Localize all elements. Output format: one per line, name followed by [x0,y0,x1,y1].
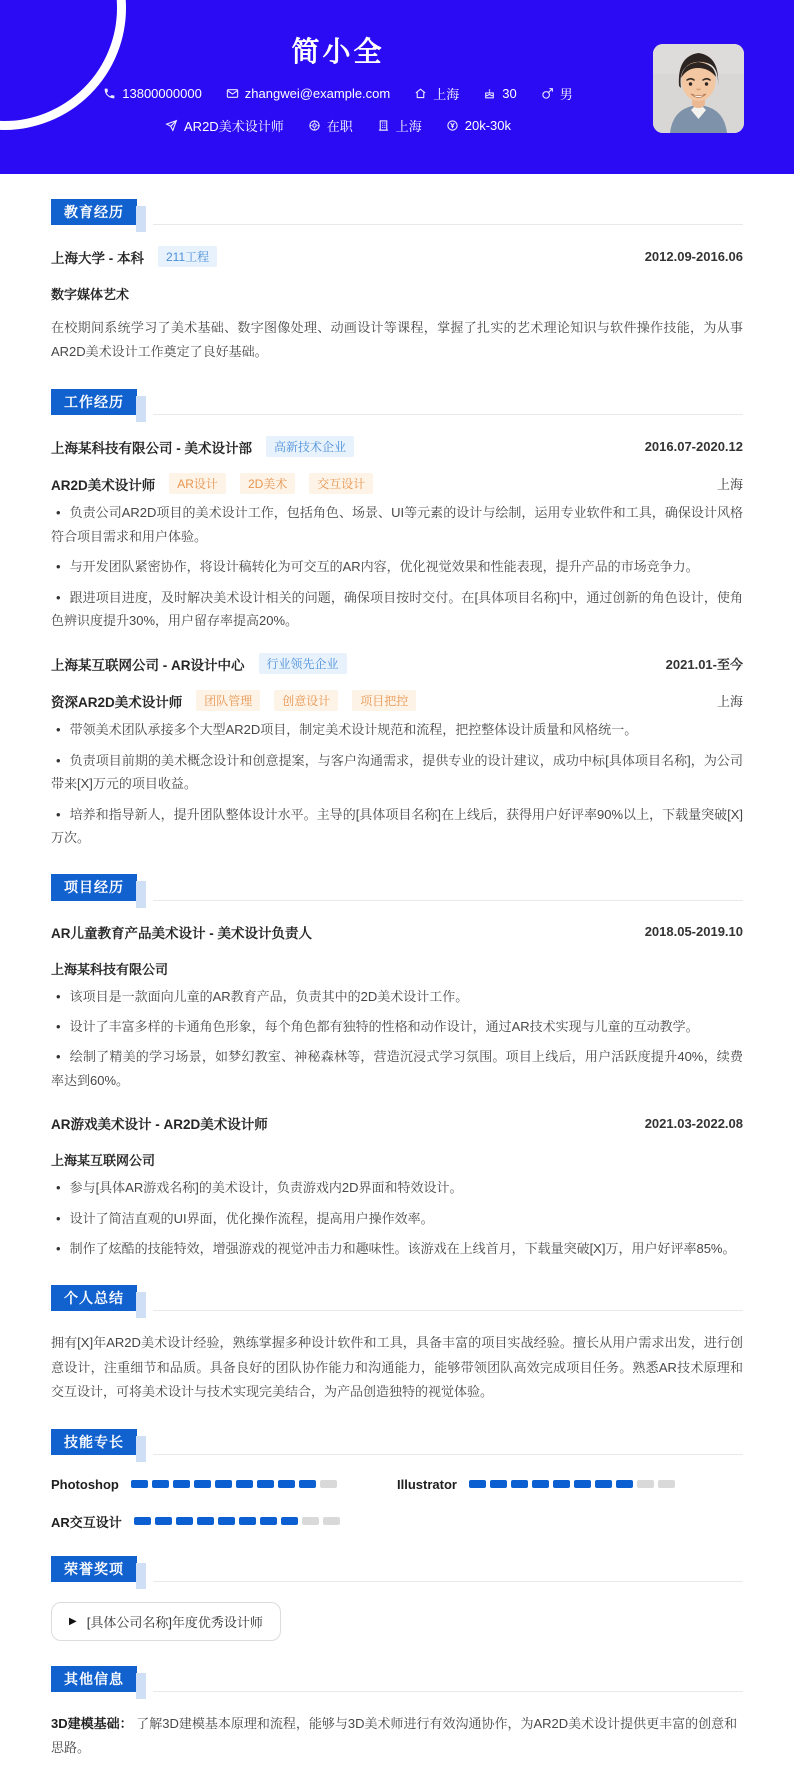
bullet-dot: • [56,988,61,1004]
project-entry [51,922,743,1093]
skill-name: Illustrator [397,1476,457,1492]
section-divider [153,900,743,901]
work-bullets [51,501,743,632]
bullet-dot: • [56,1240,61,1256]
contact-position: AR2D美术设计师 [165,116,284,135]
section-divider [153,1691,743,1692]
project-company: 上海某科技有限公司 [51,961,169,977]
section-header-work [51,389,743,415]
bullet-dot: • [56,1049,61,1065]
section-badge-skills: 技能专长 [51,1429,137,1455]
work-entry [51,436,743,632]
section-divider [153,1581,743,1582]
other-info-label: 3D建模基础： [51,1716,133,1732]
job-skill-tag: 交互设计 [309,473,373,494]
skill-segment [239,1517,256,1525]
salary-icon [446,119,459,132]
contact-age: 30 [483,86,516,101]
bullet-dot: • [56,1018,61,1034]
work-company-row [51,653,743,674]
contact-city: 上海 [377,116,422,135]
project-title-row [51,922,743,942]
section-header-skills [51,1429,743,1455]
honor-item[interactable] [51,1602,281,1641]
work-date: 2016.07-2020.12 [644,439,743,455]
project-entry [51,1113,743,1260]
work-bullets [51,718,743,849]
skill-segment [553,1480,570,1488]
skill-item [51,1477,397,1492]
location-icon [414,87,427,100]
skill-bar [131,1480,337,1488]
section-badge-other: 其他信息 [51,1666,137,1692]
project-title-row [51,1113,743,1133]
bullet-dot: • [56,589,61,605]
section-header-summary [51,1285,743,1311]
bullet-item: • 负责项目前期的美术概念设计和创意提案，与客户沟通需求，提供专业的设计建议，成功中标[具体项目名称]，为公司带来[X]万元的项目收益。 [51,752,743,792]
bullet-item: • 带领美术团队承接多个大型AR2D项目，制定美术设计规范和流程，把控整体设计质量和风格统一。 [56,722,638,738]
job-title: 资深AR2D美术设计师 [51,694,183,710]
bullet-item: • 制作了炫酷的技能特效，增强游戏的视觉冲击力和趣味性。该游戏在上线首月，下载量突破[X]万，用户好评率85%。 [56,1240,736,1256]
company-name: 上海某科技有限公司 - 美术设计部 [51,440,252,456]
contact-phone: 13800000000 [103,86,202,101]
skill-name: Photoshop [51,1476,119,1492]
skill-segment [278,1480,295,1488]
resume-body [0,199,794,1785]
skill-segment [218,1517,235,1525]
section-skills [51,1429,743,1531]
section-summary [51,1285,743,1403]
contact-email: zhangwei@example.com [226,86,390,101]
skill-segment [131,1480,148,1488]
skill-name: AR交互设计 [51,1514,122,1530]
job-skill-tag: AR设计 [169,473,226,494]
bullet-dot: • [56,1210,61,1226]
work-title-row [51,473,743,494]
section-divider [153,414,743,415]
skill-segment [281,1517,298,1525]
email-icon [226,87,239,100]
skill-segment [176,1517,193,1525]
honor-text: [具体公司名称]年度优秀设计师 [86,1615,263,1630]
job-status-icon [308,119,321,132]
section-header-projects [51,874,743,900]
skill-segment [197,1517,214,1525]
bullet-dot: • [56,1180,61,1196]
bullet-item: • 负责公司AR2D项目的美术设计工作，包括角色、场景、UI等元素的设计与绘制，运用专业软件和工具，确保设计风格符合项目需求和用户体验。 [51,505,743,544]
section-divider [153,1454,743,1455]
project-bullets [51,985,743,1093]
bullet-item: • 绘制了精美的学习场景，如梦幻教室、神秘森林等，营造沉浸式学习氛围。项目上线后，用户活跃度提升40%，续费率达到60%。 [51,1049,743,1088]
section-other [51,1666,743,1759]
section-badge-work: 工作经历 [51,389,137,415]
skill-segment [616,1480,633,1488]
work-location: 上海 [716,477,743,493]
contact-location: 上海 [414,84,459,103]
bullet-dot: • [56,559,61,575]
bullet-item: • 培养和指导新人，提升团队整体设计水平。主导的[具体项目名称]在上线后，获得用户好评率90%以上，下载量突破[X]万次。 [51,806,743,845]
city-icon [377,119,390,132]
bullet-item: • 设计了简洁直观的UI界面，优化操作流程，提高用户操作效率。 [56,1210,434,1226]
bullet-item: • 跟进项目进度，及时解决美术设计相关的问题，确保项目按时交付。在[具体项目名称]中，通过创新的角色设计，使角色辨识度提升30%，用户留存率提高20%。 [51,589,743,629]
section-badge-education: 教育经历 [51,199,137,225]
job-skill-tag: 团队管理 [196,690,260,711]
skill-segment [134,1517,151,1525]
company-tag: 高新技术企业 [266,436,354,457]
skill-segment [299,1480,316,1488]
skill-segment [469,1480,486,1488]
section-honors [51,1556,743,1641]
skill-segment [155,1517,172,1525]
section-badge-projects: 项目经历 [51,874,137,900]
skill-segment [574,1480,591,1488]
section-header-education [51,199,743,225]
work-company-row [51,436,743,457]
job-skill-tag: 项目把控 [352,690,416,711]
skill-segment [194,1480,211,1488]
project-title: AR儿童教育产品美术设计 - 美术设计负责人 [51,925,312,941]
skill-segment [490,1480,507,1488]
work-entry [51,653,743,849]
work-location: 上海 [716,694,743,710]
skill-segment [323,1517,340,1525]
skill-segment [257,1480,274,1488]
skill-segment [532,1480,549,1488]
contact-gender: 男 [541,84,573,103]
section-work [51,389,743,849]
phone-icon [103,87,116,100]
other-info-line [51,1712,743,1759]
contact-salary: 20k-30k [446,118,511,133]
work-title-row [51,690,743,711]
section-divider [153,224,743,225]
section-badge-summary: 个人总结 [51,1285,137,1311]
skill-segment [152,1480,169,1488]
education-date: 2012.09-2016.06 [644,249,743,265]
section-divider [153,1310,743,1311]
skill-segment [595,1480,612,1488]
job-title: AR2D美术设计师 [51,477,156,493]
school-tag: 211工程 [158,246,217,267]
gender-icon [541,87,554,100]
contact-job-status: 在职 [308,116,353,135]
skill-bar [134,1517,340,1525]
company-name: 上海某互联网公司 - AR设计中心 [51,657,245,673]
skill-segment [658,1480,675,1488]
bullet-item: • 与开发团队紧密协作，将设计稿转化为可交互的AR内容，优化视觉效果和性能表现，提升产品的市场竞争力。 [56,559,699,575]
job-skill-tag: 创意设计 [274,690,338,711]
project-date: 2021.03-2022.08 [644,1115,743,1131]
education-major: 数字媒体艺术 [51,287,130,303]
skill-item [397,1477,743,1492]
section-projects [51,874,743,1260]
age-icon [483,87,496,100]
skill-segment [302,1517,319,1525]
project-company: 上海某互联网公司 [51,1153,156,1169]
skill-segment [215,1480,232,1488]
skills-grid [51,1477,743,1531]
position-icon [165,119,178,132]
bullet-dot: • [56,806,61,822]
bullet-dot: • [56,752,61,768]
bullet-dot: • [56,722,61,738]
company-tag: 行业领先企业 [259,653,347,674]
bullet-item: • 该项目是一款面向儿童的AR教育产品，负责其中的2D美术设计工作。 [56,988,469,1004]
project-title: AR游戏美术设计 - AR2D美术设计师 [51,1117,268,1133]
education-description: 在校期间系统学习了美术基础、数字图像处理、动画设计等课程，掌握了扎实的艺术理论知识与软件操作技能，为从事AR2D美术设计工作奠定了良好基础。 [51,320,743,360]
work-date: 2021.01-至今 [665,657,743,673]
section-header-honors [51,1556,743,1582]
summary-text: 拥有[X]年AR2D美术设计经验，熟练掌握多种设计软件和工具，具备丰富的项目实战经验。擅长从用户需求出发，进行创意设计，注重细节和品质。具备良好的团队协作能力和沟通能力，能够带领团队高效完成项目任务。熟悉AR技术原理和交互设计，可将美术设计与技术实现完美结合，为产品创造独特的视觉体验。 [51,1335,743,1399]
candidate-name: 简小全 [291,36,385,67]
skill-segment [173,1480,190,1488]
triangle-right-icon: ▶ [69,1615,77,1627]
job-skill-tag: 2D美术 [240,473,295,494]
bullet-item: • 参与[具体AR游戏名称]的美术设计，负责游戏内2D界面和特效设计。 [56,1180,463,1196]
resume-header [0,0,794,174]
skill-item [51,1512,397,1531]
skill-bar [469,1480,675,1488]
contact-row-1 [0,84,676,103]
bullet-item: • 设计了丰富多样的卡通角色形象，每个角色都有独特的性格和动作设计，通过AR技术实现与儿童的互动教学。 [56,1018,699,1034]
project-date: 2018.05-2019.10 [644,924,743,940]
skill-segment [260,1517,277,1525]
skill-segment [236,1480,253,1488]
skill-segment [511,1480,528,1488]
section-education [51,199,743,364]
skill-segment [320,1480,337,1488]
project-bullets [51,1176,743,1260]
bullet-dot: • [56,505,61,521]
school-name: 上海大学 - 本科 [51,250,144,266]
education-entry-row [51,246,743,267]
section-badge-honors: 荣誉奖项 [51,1556,137,1582]
section-header-other [51,1666,743,1692]
skill-segment [637,1480,654,1488]
contact-row-2 [0,116,676,135]
other-info-text: 了解3D建模基本原理和流程，能够与3D美术师进行有效沟通协作，为AR2D美术设计提供更丰富的创意和思路。 [51,1716,738,1755]
